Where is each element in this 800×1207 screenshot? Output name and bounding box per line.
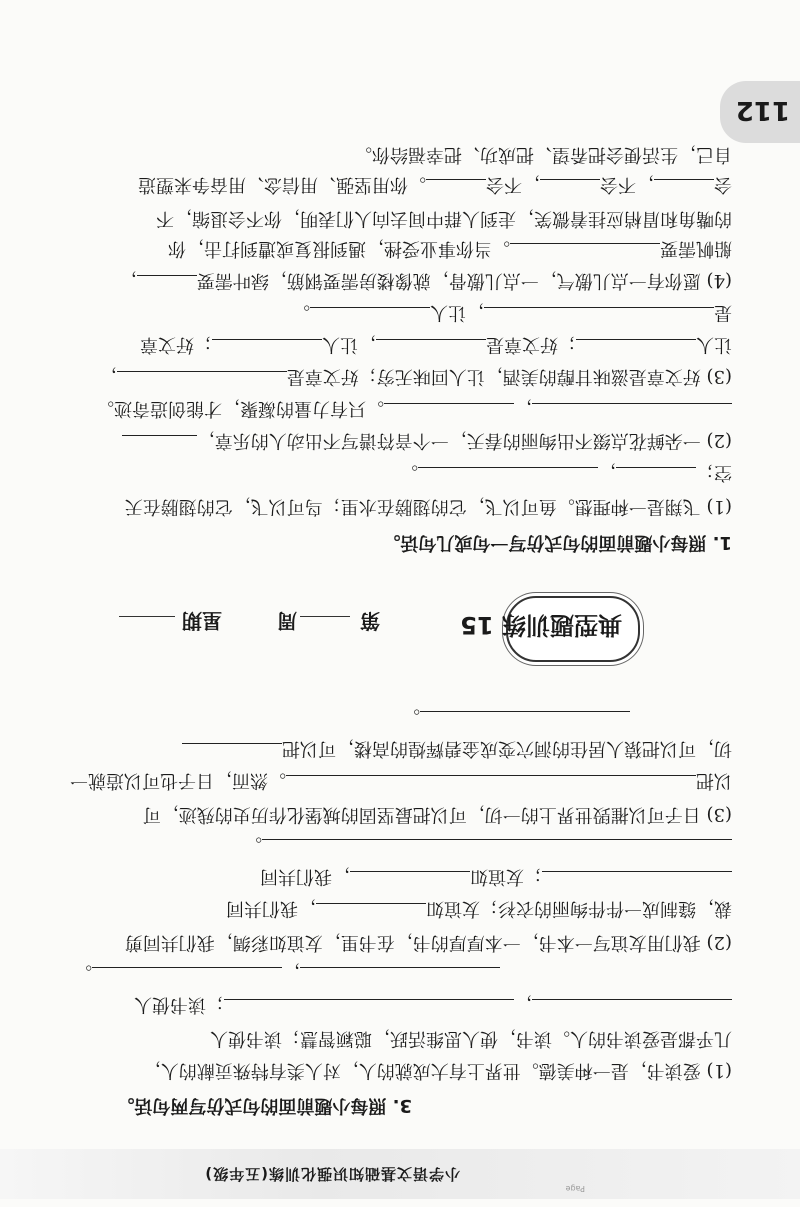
part3-fragment: ；读书使人 (134, 994, 224, 1015)
part1-fragment: 只有力量的凝聚，才能创造奇迹。 (96, 398, 366, 419)
part1-fragment: ；好文章 (140, 334, 212, 355)
part3-line: 。 (244, 832, 732, 858)
part1-fragment: 是 (714, 302, 732, 323)
part3-line (70, 768, 732, 794)
part3-line: (2) 我们用友谊写一本书，一本厚厚的书，在书里，友谊如彩绸，我们共同剪 (124, 932, 732, 953)
part3-line: 。 (402, 704, 630, 730)
part3-line: ，；读书使人 (134, 992, 732, 1018)
week-blank (300, 616, 350, 617)
part1-fragment: 。当你事业受挫，遇到报复或遭到打击，你 (168, 238, 510, 259)
week-label-zhou: 周 (277, 609, 297, 633)
part1-line (168, 236, 732, 262)
part1-line: (1) 飞翔是一种理想。鱼可以飞，它的翅膀在水里；鸟可以飞，它的翅膀在天 (124, 496, 732, 517)
part3-heading: 3. 照每小题前面的句式仿写两句话。 (116, 1095, 412, 1116)
part3-fragment: ；友谊如 (470, 866, 542, 887)
part3-fragment: ，我们共同 (260, 866, 350, 887)
week-label-di: 第 (360, 609, 380, 633)
part1-line: ，。只有力量的凝聚，才能创造奇迹。 (96, 396, 732, 422)
part3-line (260, 864, 732, 890)
header-small-text: Page (565, 1184, 585, 1193)
part1-fragment: ，让人 (430, 302, 484, 323)
part1-fragment: ，不会 (486, 174, 540, 195)
part1-fragment: ；好文章是 (486, 334, 576, 355)
part3-line: ，。 (74, 960, 500, 986)
part1-line: 空；，。 (400, 460, 732, 486)
part1-line: 的嘴角和眉梢应挂着微笑，走到人群中间去向人们表明，你不会退缩，不 (156, 208, 732, 229)
part1-line: 是，让人。 (292, 300, 732, 326)
part1-fragment: 空； (696, 462, 732, 483)
part3-fragment: 以把 (696, 770, 732, 791)
part3-fragment: ，我们共同 (226, 898, 316, 919)
part3-line (182, 736, 732, 762)
part1-fragment: 会 (714, 174, 732, 195)
part1-line (140, 332, 732, 358)
part3-line: (1) 爱读书，是一种美德。世界上有大成就的人，对人类有特殊贡献的人， (142, 1060, 732, 1081)
part1-line: (3) 好文章是滋味甘醇的美酒，让人回味无穷；好文章是， (99, 364, 732, 390)
page-number: 112 (735, 95, 790, 125)
part3-line (226, 896, 732, 922)
part1-fragment: (3) 好文章是滋味甘醇的美酒，让人回味无穷；好文章是 (286, 366, 732, 387)
part1-fragment: (2) 一朵鲜花点缀不出绚丽的春天，一个音符谱写不出动人的乐章， (196, 430, 732, 451)
part1-line: (4) 愿你有一点儿傲气，一点儿傲骨，就像楼房需要钢筋，绿叶需要， (119, 268, 732, 294)
part3-fragment: 切，可以把猿人居住的洞穴变成金碧辉煌的高楼，可以把 (282, 738, 732, 759)
part1-fragment: (4) 愿你有一点儿傲气，一点儿傲骨，就像楼房需要钢筋，绿叶需要 (196, 270, 732, 291)
week-blank (119, 616, 175, 617)
part3-fragment: 裁，缝制成一件件绚丽的衣衫；友谊如 (426, 898, 732, 919)
section-title: 典型题训练 15 (460, 611, 622, 639)
book-title: 小学语文基础知识强化训练(五年级) (204, 1165, 460, 1183)
part1-fragment: ，不会 (600, 174, 654, 195)
part1-fragment: 让人 (696, 334, 732, 355)
part1-fragment: ，让人 (322, 334, 376, 355)
part1-line (138, 172, 732, 198)
part3-line: (3) 日子可以摧毁世界上的一切，可以把最坚固的城堡化作历史的残迹，可 (142, 804, 732, 825)
part1-line: 自己，生活便会把希望、把成功、把幸福给你。 (354, 144, 732, 165)
part1-heading: 1. 照每小题前面的句式仿写一句或几句话。 (382, 532, 732, 553)
part1-line (122, 428, 732, 454)
part1-fragment: 船帆需要 (660, 238, 732, 259)
part3-fragment: 。然而，日子也可以造就一 (70, 770, 286, 791)
week-label-xingqi: 星期 (182, 609, 222, 633)
part3-line: 几乎都是爱读书的人。读书，使人思维活跃，聪颖智慧；读书使人 (210, 1028, 732, 1049)
part1-fragment: 。你用坚强、用信念、用奋争来塑造 (138, 174, 426, 195)
